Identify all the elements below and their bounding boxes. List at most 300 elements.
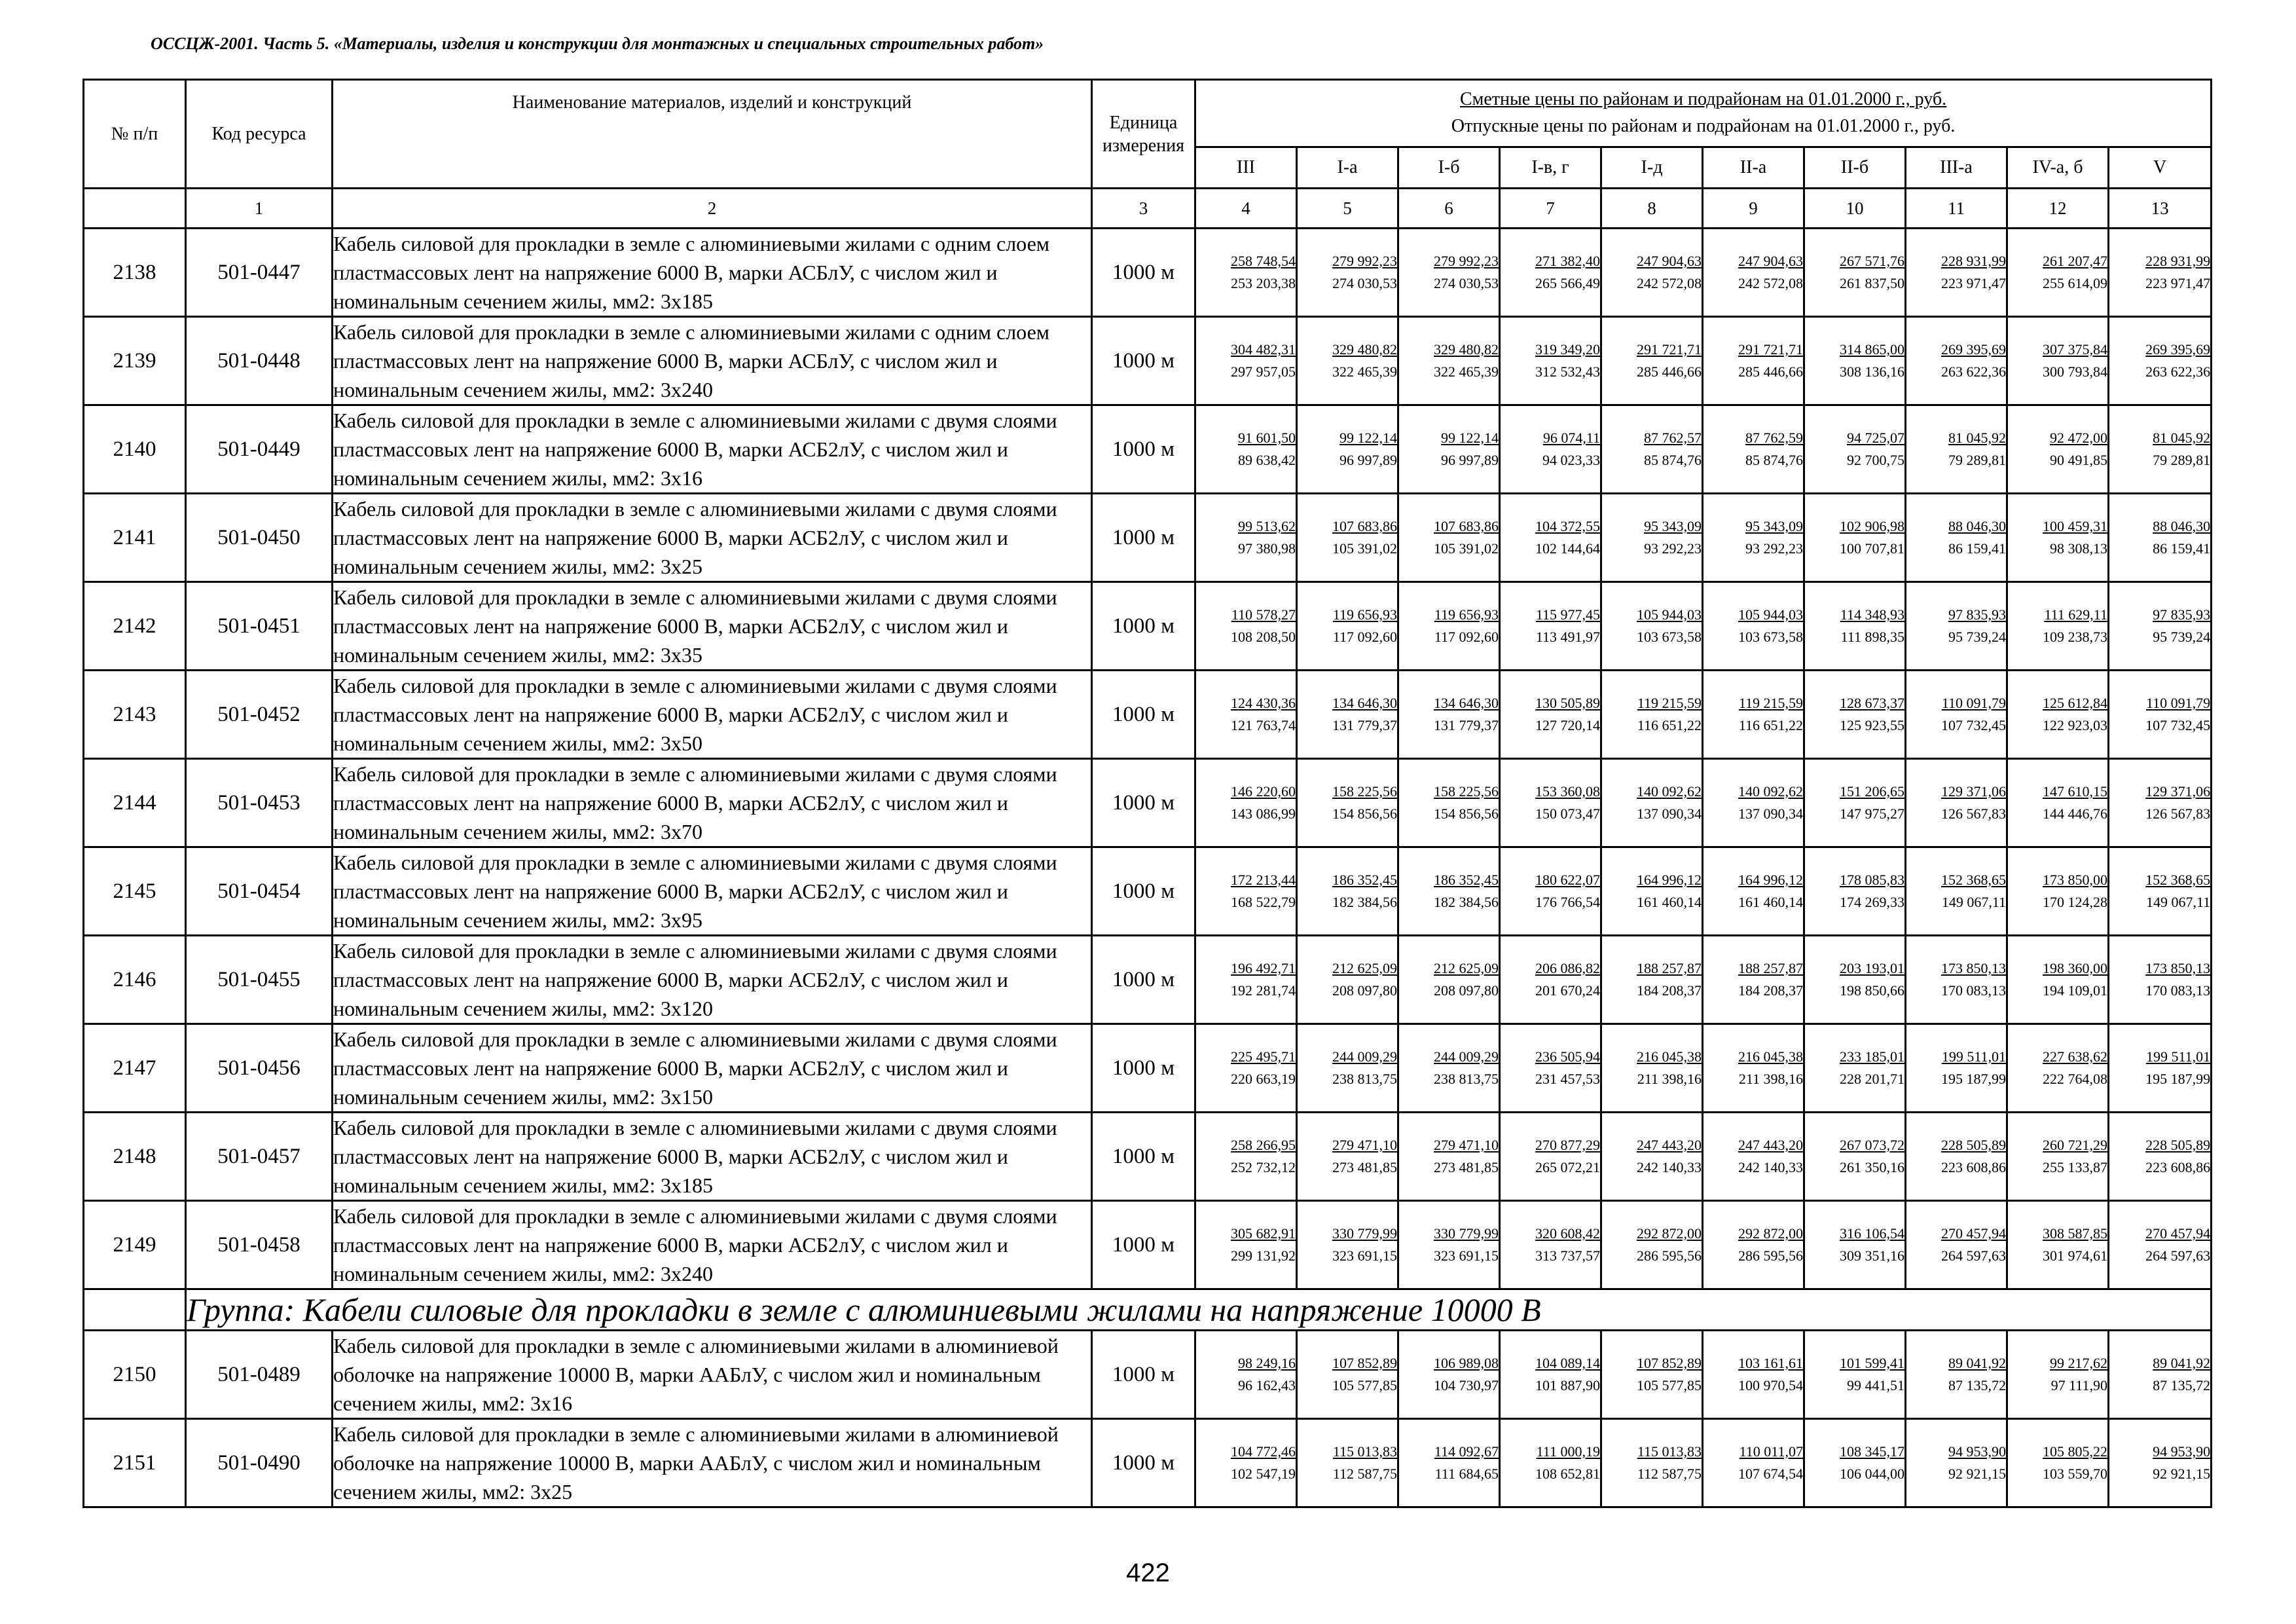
price-cell xyxy=(2007,936,2109,1024)
estimated-price: 320 608,42 xyxy=(1535,1225,1600,1242)
item-name: Кабель силовой для прокладки в земле с алюминиевыми жилами в алюминиевой оболочке на напряжение 10000 В, марки ААБлУ, с числом жил и номинальным сечением жилы, мм2: 3х16 xyxy=(333,1331,1092,1419)
price-cell xyxy=(1500,936,1601,1024)
price-cell xyxy=(2109,1331,2212,1419)
price-cell xyxy=(1398,847,1500,936)
region-header: IV-а, б xyxy=(2007,147,2109,189)
estimated-price: 180 622,07 xyxy=(1535,872,1600,888)
estimated-price: 97 835,93 xyxy=(2153,606,2211,623)
unit-cell: 1000 м xyxy=(1092,317,1195,405)
estimated-price: 188 257,87 xyxy=(1738,960,1803,976)
price-cell xyxy=(1804,1419,1906,1507)
price-cell xyxy=(1398,1201,1500,1289)
release-price: 103 559,70 xyxy=(2043,1466,2107,1482)
resource-code: 501-0458 xyxy=(186,1201,333,1289)
price-cell xyxy=(1804,1113,1906,1201)
release-price: 176 766,54 xyxy=(1535,894,1600,910)
release-price: 170 083,13 xyxy=(1941,982,2006,999)
estimated-price: 111 629,11 xyxy=(2044,606,2107,623)
group-row xyxy=(84,1289,2212,1331)
release-price: 93 292,23 xyxy=(1644,540,1702,557)
item-name: Кабель силовой для прокладки в земле с алюминиевыми жилами с двумя слоями пластмассовых лент на напряжение 6000 В, марки АСБ2лУ, с числом жил и номинальным сечением жилы, мм2: 3х25 xyxy=(333,494,1092,582)
price-cell xyxy=(2007,229,2109,317)
estimated-price: 104 089,14 xyxy=(1535,1355,1600,1371)
estimated-price: 164 996,12 xyxy=(1637,872,1702,888)
estimated-price: 314 865,00 xyxy=(1840,341,1904,358)
release-price: 308 136,16 xyxy=(1840,363,1904,380)
price-cell xyxy=(1804,405,1906,494)
col-number: 8 xyxy=(1601,189,1703,229)
estimated-price: 99 217,62 xyxy=(2050,1355,2107,1371)
estimated-price: 115 977,45 xyxy=(1535,606,1600,623)
price-cell xyxy=(1703,317,1804,405)
release-price: 265 072,21 xyxy=(1535,1159,1600,1175)
price-cell xyxy=(1601,229,1703,317)
release-price: 323 691,15 xyxy=(1434,1247,1499,1264)
price-cell xyxy=(1500,1024,1601,1113)
item-name: Кабель силовой для прокладки в земле с алюминиевыми жилами с двумя слоями пластмассовых лент на напряжение 6000 В, марки АСБ2лУ, с числом жил и номинальным сечением жилы, мм2: 3х50 xyxy=(333,671,1092,759)
col-number: 6 xyxy=(1398,189,1500,229)
estimated-price: 258 748,54 xyxy=(1231,253,1296,269)
row-number: 2150 xyxy=(84,1331,186,1419)
estimated-price: 100 459,31 xyxy=(2043,518,2107,534)
price-cell xyxy=(1297,847,1398,936)
release-price: 242 572,08 xyxy=(1738,275,1803,291)
estimated-price: 279 471,10 xyxy=(1434,1137,1499,1153)
release-price: 182 384,56 xyxy=(1332,894,1397,910)
release-price: 208 097,80 xyxy=(1434,982,1499,999)
price-cell xyxy=(1906,847,2007,936)
estimated-price: 81 045,92 xyxy=(1948,430,2006,446)
release-price: 92 921,15 xyxy=(2153,1466,2211,1482)
release-price: 95 739,24 xyxy=(2153,629,2211,645)
estimated-price: 107 683,86 xyxy=(1434,518,1499,534)
estimated-price: 206 086,82 xyxy=(1535,960,1600,976)
price-cell xyxy=(1195,405,1297,494)
release-price: 198 850,66 xyxy=(1840,982,1904,999)
release-price: 111 898,35 xyxy=(1840,629,1904,645)
price-cell xyxy=(1601,317,1703,405)
release-price: 107 732,45 xyxy=(1941,717,2006,733)
release-price: 223 608,86 xyxy=(1941,1159,2006,1175)
estimated-price: 291 721,71 xyxy=(1738,341,1803,358)
col-number: 11 xyxy=(1906,189,2007,229)
estimated-price: 269 395,69 xyxy=(2145,341,2211,358)
estimated-price: 105 805,22 xyxy=(2043,1443,2107,1460)
release-price: 107 732,45 xyxy=(2145,717,2211,733)
price-cell xyxy=(1398,671,1500,759)
price-cell xyxy=(2007,494,2109,582)
release-price: 92 700,75 xyxy=(1847,452,1904,468)
price-cell xyxy=(1906,494,2007,582)
release-price: 220 663,19 xyxy=(1231,1071,1296,1087)
price-cell xyxy=(1297,229,1398,317)
price-cell xyxy=(1398,1419,1500,1507)
resource-code: 501-0448 xyxy=(186,317,333,405)
estimated-price: 212 625,09 xyxy=(1332,960,1397,976)
release-price: 231 457,53 xyxy=(1535,1071,1600,1087)
release-price: 286 595,56 xyxy=(1738,1247,1803,1264)
estimated-price: 244 009,29 xyxy=(1332,1048,1397,1065)
price-cell xyxy=(1500,229,1601,317)
estimated-price: 153 360,08 xyxy=(1535,783,1600,800)
release-price: 131 779,37 xyxy=(1332,717,1397,733)
release-price: 182 384,56 xyxy=(1434,894,1499,910)
estimated-price: 119 215,59 xyxy=(1637,695,1702,711)
release-price: 105 577,85 xyxy=(1332,1377,1397,1393)
estimated-price: 196 492,71 xyxy=(1231,960,1296,976)
price-cell xyxy=(2109,405,2212,494)
estimated-price: 319 349,20 xyxy=(1535,341,1600,358)
estimated-price: 87 762,59 xyxy=(1745,430,1803,446)
estimated-price: 247 904,63 xyxy=(1637,253,1702,269)
price-cell xyxy=(1703,405,1804,494)
price-cell xyxy=(1398,494,1500,582)
price-cell xyxy=(1703,1331,1804,1419)
estimated-price: 279 992,23 xyxy=(1434,253,1499,269)
price-cell xyxy=(1195,1113,1297,1201)
col-number: 9 xyxy=(1703,189,1804,229)
table-row xyxy=(84,1331,2212,1419)
estimated-price: 158 225,56 xyxy=(1434,783,1499,800)
resource-code: 501-0489 xyxy=(186,1331,333,1419)
col-number: 1 xyxy=(186,189,333,229)
release-price: 103 673,58 xyxy=(1738,629,1803,645)
price-cell xyxy=(1500,1419,1601,1507)
release-price: 97 111,90 xyxy=(2050,1377,2107,1393)
estimated-price: 92 472,00 xyxy=(2050,430,2107,446)
release-price: 89 638,42 xyxy=(1238,452,1296,468)
table-row xyxy=(84,405,2212,494)
estimated-price: 216 045,38 xyxy=(1738,1048,1803,1065)
price-cell xyxy=(1601,1201,1703,1289)
price-cell xyxy=(1398,1024,1500,1113)
estimated-price: 99 513,62 xyxy=(1238,518,1296,534)
release-price: 96 997,89 xyxy=(1441,452,1499,468)
estimated-price: 270 457,94 xyxy=(2145,1225,2211,1242)
release-price: 79 289,81 xyxy=(1948,452,2006,468)
estimated-price: 158 225,56 xyxy=(1332,783,1397,800)
price-cell xyxy=(1297,1201,1398,1289)
release-price: 150 073,47 xyxy=(1535,805,1600,822)
release-price: 223 971,47 xyxy=(2145,275,2211,291)
release-price: 105 391,02 xyxy=(1332,540,1397,557)
price-cell xyxy=(1500,759,1601,847)
price-cell xyxy=(1297,1113,1398,1201)
release-price: 121 763,74 xyxy=(1231,717,1296,733)
release-price: 323 691,15 xyxy=(1332,1247,1397,1264)
release-price: 312 532,43 xyxy=(1535,363,1600,380)
price-cell xyxy=(1703,759,1804,847)
release-price: 108 652,81 xyxy=(1535,1466,1600,1482)
col-number: 10 xyxy=(1804,189,1906,229)
price-cell xyxy=(1398,1113,1500,1201)
price-cell xyxy=(2109,229,2212,317)
price-cell xyxy=(2109,494,2212,582)
price-cell xyxy=(1906,1419,2007,1507)
unit-cell: 1000 м xyxy=(1092,494,1195,582)
release-price: 211 398,16 xyxy=(1637,1071,1702,1087)
price-cell xyxy=(1297,317,1398,405)
region-header: V xyxy=(2109,147,2212,189)
estimated-price: 124 430,36 xyxy=(1231,695,1296,711)
price-cell xyxy=(1195,759,1297,847)
estimated-price: 291 721,71 xyxy=(1637,341,1702,358)
release-price: 98 308,13 xyxy=(2050,540,2107,557)
release-price: 126 567,83 xyxy=(2145,805,2211,822)
price-cell xyxy=(1703,494,1804,582)
release-price: 184 208,37 xyxy=(1637,982,1702,999)
price-cell xyxy=(1398,1331,1500,1419)
unit-cell: 1000 м xyxy=(1092,759,1195,847)
row-number: 2151 xyxy=(84,1419,186,1507)
resource-code: 501-0453 xyxy=(186,759,333,847)
estimated-price: 247 904,63 xyxy=(1738,253,1803,269)
price-cell xyxy=(2007,1201,2109,1289)
estimated-price: 95 343,09 xyxy=(1644,518,1702,534)
estimated-price: 110 091,79 xyxy=(1941,695,2006,711)
price-cell xyxy=(1703,582,1804,671)
price-cell xyxy=(1601,1419,1703,1507)
release-price: 195 187,99 xyxy=(1941,1071,2006,1087)
estimated-price: 104 772,46 xyxy=(1231,1443,1296,1460)
price-cell xyxy=(1804,1331,1906,1419)
release-price: 264 597,63 xyxy=(1941,1247,2006,1264)
estimated-price: 228 931,99 xyxy=(1941,253,2006,269)
price-cell xyxy=(1297,1419,1398,1507)
price-cell xyxy=(1500,671,1601,759)
estimated-price: 269 395,69 xyxy=(1941,341,2006,358)
estimated-price: 96 074,11 xyxy=(1542,430,1600,446)
estimated-price: 330 779,99 xyxy=(1434,1225,1499,1242)
release-price: 228 201,71 xyxy=(1840,1071,1904,1087)
estimated-price: 107 852,89 xyxy=(1332,1355,1397,1371)
unit-cell: 1000 м xyxy=(1092,582,1195,671)
release-price: 95 739,24 xyxy=(1948,629,2006,645)
release-price: 122 923,03 xyxy=(2043,717,2107,733)
release-price: 309 351,16 xyxy=(1840,1247,1904,1264)
price-cell xyxy=(2007,1331,2109,1419)
release-price: 96 162,43 xyxy=(1238,1377,1296,1393)
table-row xyxy=(84,671,2212,759)
table-row xyxy=(84,1113,2212,1201)
estimated-price: 111 000,19 xyxy=(1536,1443,1600,1460)
price-cell xyxy=(2109,317,2212,405)
price-cell xyxy=(1601,847,1703,936)
release-price: 201 670,24 xyxy=(1535,982,1600,999)
price-cell xyxy=(1297,405,1398,494)
release-price: 261 837,50 xyxy=(1840,275,1904,291)
release-price: 194 109,01 xyxy=(2043,982,2107,999)
price-cell xyxy=(1906,936,2007,1024)
release-price: 99 441,51 xyxy=(1847,1377,1904,1393)
price-cell xyxy=(1703,1201,1804,1289)
estimated-price: 89 041,92 xyxy=(2153,1355,2211,1371)
release-price: 86 159,41 xyxy=(2153,540,2211,557)
region-header: I-а xyxy=(1297,147,1398,189)
table-row xyxy=(84,1201,2212,1289)
estimated-price: 134 646,30 xyxy=(1434,695,1499,711)
release-price: 301 974,61 xyxy=(2043,1247,2107,1264)
release-price: 100 707,81 xyxy=(1840,540,1904,557)
estimated-price: 88 046,30 xyxy=(1948,518,2006,534)
price-cell xyxy=(2109,671,2212,759)
price-cell xyxy=(1906,229,2007,317)
release-price: 161 460,14 xyxy=(1738,894,1803,910)
region-header: II-а xyxy=(1703,147,1804,189)
estimated-price: 279 992,23 xyxy=(1332,253,1397,269)
item-name: Кабель силовой для прокладки в земле с алюминиевыми жилами с двумя слоями пластмассовых лент на напряжение 6000 В, марки АСБ2лУ, с числом жил и номинальным сечением жилы, мм2: 3х70 xyxy=(333,759,1092,847)
release-price: 286 595,56 xyxy=(1637,1247,1702,1264)
row-number: 2142 xyxy=(84,582,186,671)
estimated-price: 258 266,95 xyxy=(1231,1137,1296,1153)
price-table xyxy=(82,79,2212,1508)
estimated-price: 261 207,47 xyxy=(2043,253,2107,269)
price-cell xyxy=(1500,582,1601,671)
estimated-price: 119 656,93 xyxy=(1434,606,1499,623)
unit-cell: 1000 м xyxy=(1092,936,1195,1024)
table-row xyxy=(84,494,2212,582)
release-price: 100 970,54 xyxy=(1738,1377,1803,1393)
estimated-price: 216 045,38 xyxy=(1637,1048,1702,1065)
estimated-price: 227 638,62 xyxy=(2043,1048,2107,1065)
region-header: I-б xyxy=(1398,147,1500,189)
price-cell xyxy=(1500,1331,1601,1419)
release-price: 154 856,56 xyxy=(1332,805,1397,822)
release-price: 238 813,75 xyxy=(1332,1071,1397,1087)
item-name: Кабель силовой для прокладки в земле с алюминиевыми жилами с одним слоем пластмассовых лент на напряжение 6000 В, марки АСБлУ, с числом жил и номинальным сечением жилы, мм2: 3х240 xyxy=(333,317,1092,405)
region-header: III-а xyxy=(1906,147,2007,189)
release-price: 116 651,22 xyxy=(1637,717,1702,733)
price-cell xyxy=(1601,405,1703,494)
estimated-price: 270 877,29 xyxy=(1535,1137,1600,1153)
price-cell xyxy=(2109,582,2212,671)
price-cell xyxy=(2109,1201,2212,1289)
release-price: 261 350,16 xyxy=(1840,1159,1904,1175)
resource-code: 501-0451 xyxy=(186,582,333,671)
estimated-price: 128 673,37 xyxy=(1840,695,1904,711)
estimated-price: 102 906,98 xyxy=(1840,518,1904,534)
estimated-price: 173 850,13 xyxy=(2145,960,2211,976)
price-cell xyxy=(1500,494,1601,582)
estimated-price: 152 368,65 xyxy=(2145,872,2211,888)
release-price: 154 856,56 xyxy=(1434,805,1499,822)
estimated-price: 236 505,94 xyxy=(1535,1048,1600,1065)
col-number: 12 xyxy=(2007,189,2109,229)
resource-code: 501-0450 xyxy=(186,494,333,582)
item-name: Кабель силовой для прокладки в земле с алюминиевыми жилами с двумя слоями пластмассовых лент на напряжение 6000 В, марки АСБ2лУ, с числом жил и номинальным сечением жилы, мм2: 3х16 xyxy=(333,405,1092,494)
estimated-price: 114 348,93 xyxy=(1840,606,1904,623)
release-price: 242 140,33 xyxy=(1738,1159,1803,1175)
price-cell xyxy=(1195,847,1297,936)
col-number: 2 xyxy=(333,189,1092,229)
release-price: 127 720,14 xyxy=(1535,717,1600,733)
estimated-price: 140 092,62 xyxy=(1738,783,1803,800)
release-price: 96 997,89 xyxy=(1339,452,1397,468)
release-price: 299 131,92 xyxy=(1231,1247,1296,1264)
estimated-price: 87 762,57 xyxy=(1644,430,1702,446)
unit-cell: 1000 м xyxy=(1092,1331,1195,1419)
release-price: 223 608,86 xyxy=(2145,1159,2211,1175)
release-price: 116 651,22 xyxy=(1738,717,1803,733)
price-cell xyxy=(2007,1113,2109,1201)
price-cell xyxy=(2007,582,2109,671)
estimated-price: 140 092,62 xyxy=(1637,783,1702,800)
price-cell xyxy=(1297,582,1398,671)
price-cell xyxy=(1398,229,1500,317)
price-cell xyxy=(1398,317,1500,405)
estimated-price: 271 382,40 xyxy=(1535,253,1600,269)
estimated-price: 178 085,83 xyxy=(1840,872,1904,888)
table-row xyxy=(84,229,2212,317)
table-row xyxy=(84,847,2212,936)
estimated-price: 119 656,93 xyxy=(1332,606,1397,623)
release-price: 255 133,87 xyxy=(2043,1159,2107,1175)
price-cell xyxy=(1500,847,1601,936)
estimated-price: 105 944,03 xyxy=(1637,606,1702,623)
price-cell xyxy=(2109,936,2212,1024)
release-price: 117 092,60 xyxy=(1332,629,1397,645)
price-cell xyxy=(1297,936,1398,1024)
release-price: 252 732,12 xyxy=(1231,1159,1296,1175)
estimated-price: 98 249,16 xyxy=(1238,1355,1296,1371)
release-price: 174 269,33 xyxy=(1840,894,1904,910)
price-cell xyxy=(1195,671,1297,759)
release-price: 263 622,36 xyxy=(2145,363,2211,380)
unit-cell: 1000 м xyxy=(1092,229,1195,317)
release-price: 253 203,38 xyxy=(1231,275,1296,291)
release-price: 297 957,05 xyxy=(1231,363,1296,380)
resource-code: 501-0457 xyxy=(186,1113,333,1201)
estimated-price: 119 215,59 xyxy=(1738,695,1803,711)
estimated-price: 147 610,15 xyxy=(2043,783,2107,800)
estimated-price: 270 457,94 xyxy=(1941,1225,2006,1242)
price-cell xyxy=(1195,229,1297,317)
price-cell xyxy=(1195,1419,1297,1507)
release-price: 168 522,79 xyxy=(1231,894,1296,910)
release-price: 263 622,36 xyxy=(1941,363,2006,380)
price-cell xyxy=(1601,936,1703,1024)
page-number: 422 xyxy=(1126,1559,1170,1587)
release-price: 92 921,15 xyxy=(1948,1466,2006,1482)
release-price: 137 090,34 xyxy=(1738,805,1803,822)
release-price: 112 587,75 xyxy=(1637,1466,1702,1482)
release-price: 273 481,85 xyxy=(1332,1159,1397,1175)
release-price: 117 092,60 xyxy=(1434,629,1499,645)
prices-release-caption: Отпускные цены по районам и подрайонам на 01.01.2000 г., руб. xyxy=(1451,116,1956,136)
price-cell xyxy=(1804,847,1906,936)
release-price: 147 975,27 xyxy=(1840,805,1904,822)
release-price: 274 030,53 xyxy=(1332,275,1397,291)
col-number: 13 xyxy=(2109,189,2212,229)
estimated-price: 203 193,01 xyxy=(1840,960,1904,976)
estimated-price: 95 343,09 xyxy=(1745,518,1803,534)
release-price: 322 465,39 xyxy=(1332,363,1397,380)
col-header-prices xyxy=(1195,80,2212,147)
release-price: 93 292,23 xyxy=(1745,540,1803,557)
estimated-price: 292 872,00 xyxy=(1738,1225,1803,1242)
estimated-price: 151 206,65 xyxy=(1840,783,1904,800)
release-price: 313 737,57 xyxy=(1535,1247,1600,1264)
row-number: 2141 xyxy=(84,494,186,582)
estimated-price: 114 092,67 xyxy=(1434,1443,1499,1460)
price-cell xyxy=(1297,1024,1398,1113)
release-price: 184 208,37 xyxy=(1738,982,1803,999)
release-price: 265 566,49 xyxy=(1535,275,1600,291)
release-price: 105 391,02 xyxy=(1434,540,1499,557)
release-price: 208 097,80 xyxy=(1332,982,1397,999)
price-cell xyxy=(2007,1419,2109,1507)
release-price: 104 730,97 xyxy=(1434,1377,1499,1393)
